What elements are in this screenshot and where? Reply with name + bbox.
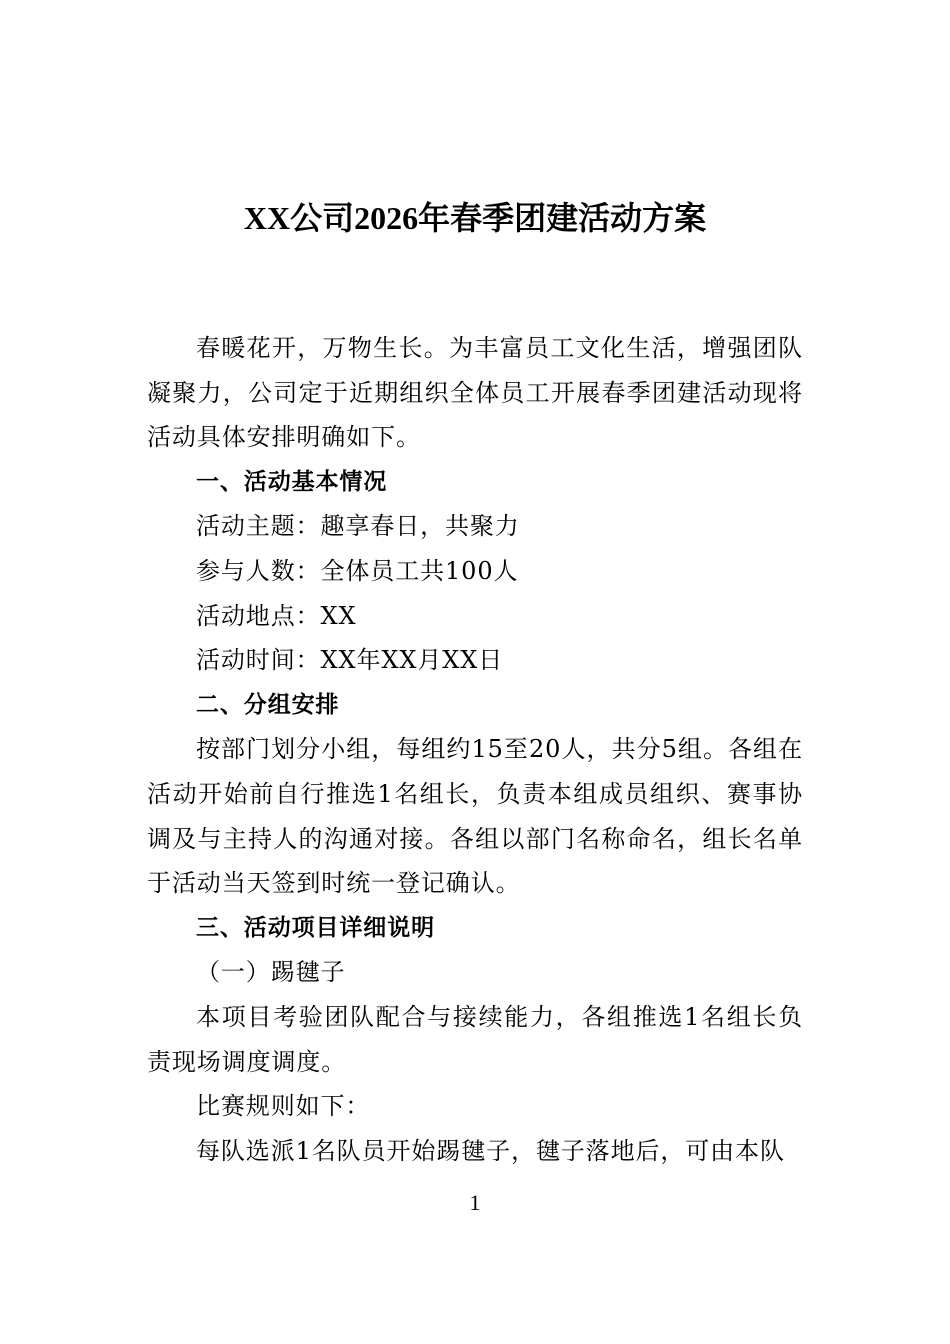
grouping-paragraph: 按部门划分小组，每组约15至20人，共分5组。各组在活动开始前自行推选1名组长，负责本组成员组织、赛事协调及与主持人的沟通对接。各组以部门名称命名，组长名单于活动当天签到时统一登记确认。: [147, 735, 803, 898]
subsection-1-heading: （一）踢毽子: [196, 958, 346, 987]
section-1-heading: 一、活动基本情况: [196, 468, 388, 495]
document-body: [147, 326, 803, 1173]
document-title: XX公司2026年春季团建活动方案: [243, 200, 707, 236]
page-number: 1: [469, 1190, 481, 1215]
rules-paragraph: 每队选派1名队员开始踢毽子，毽子落地后，可由本队: [196, 1136, 785, 1165]
subsection-1-paragraph: 本项目考验团队配合与接续能力，各组推选1名组长负责现场调度调度。: [147, 1002, 803, 1076]
rules-label: 比赛规则如下：: [196, 1092, 371, 1121]
participant-count: 参与人数：全体员工共100人: [196, 556, 519, 585]
activity-theme: 活动主题：趣享春日，共聚力: [196, 512, 520, 541]
section-2-heading: 二、分组安排: [196, 691, 340, 718]
intro-paragraph: 春暖花开，万物生长。为丰富员工文化生活，增强团队凝聚力，公司定于近期组织全体员工开展春季团建活动现将活动具体安排明确如下。: [147, 334, 803, 452]
activity-location: 活动地点：XX: [196, 601, 357, 630]
section-3-heading: 三、活动项目详细说明: [196, 914, 435, 941]
activity-time: 活动时间：XX年XX月XX日: [196, 646, 504, 675]
